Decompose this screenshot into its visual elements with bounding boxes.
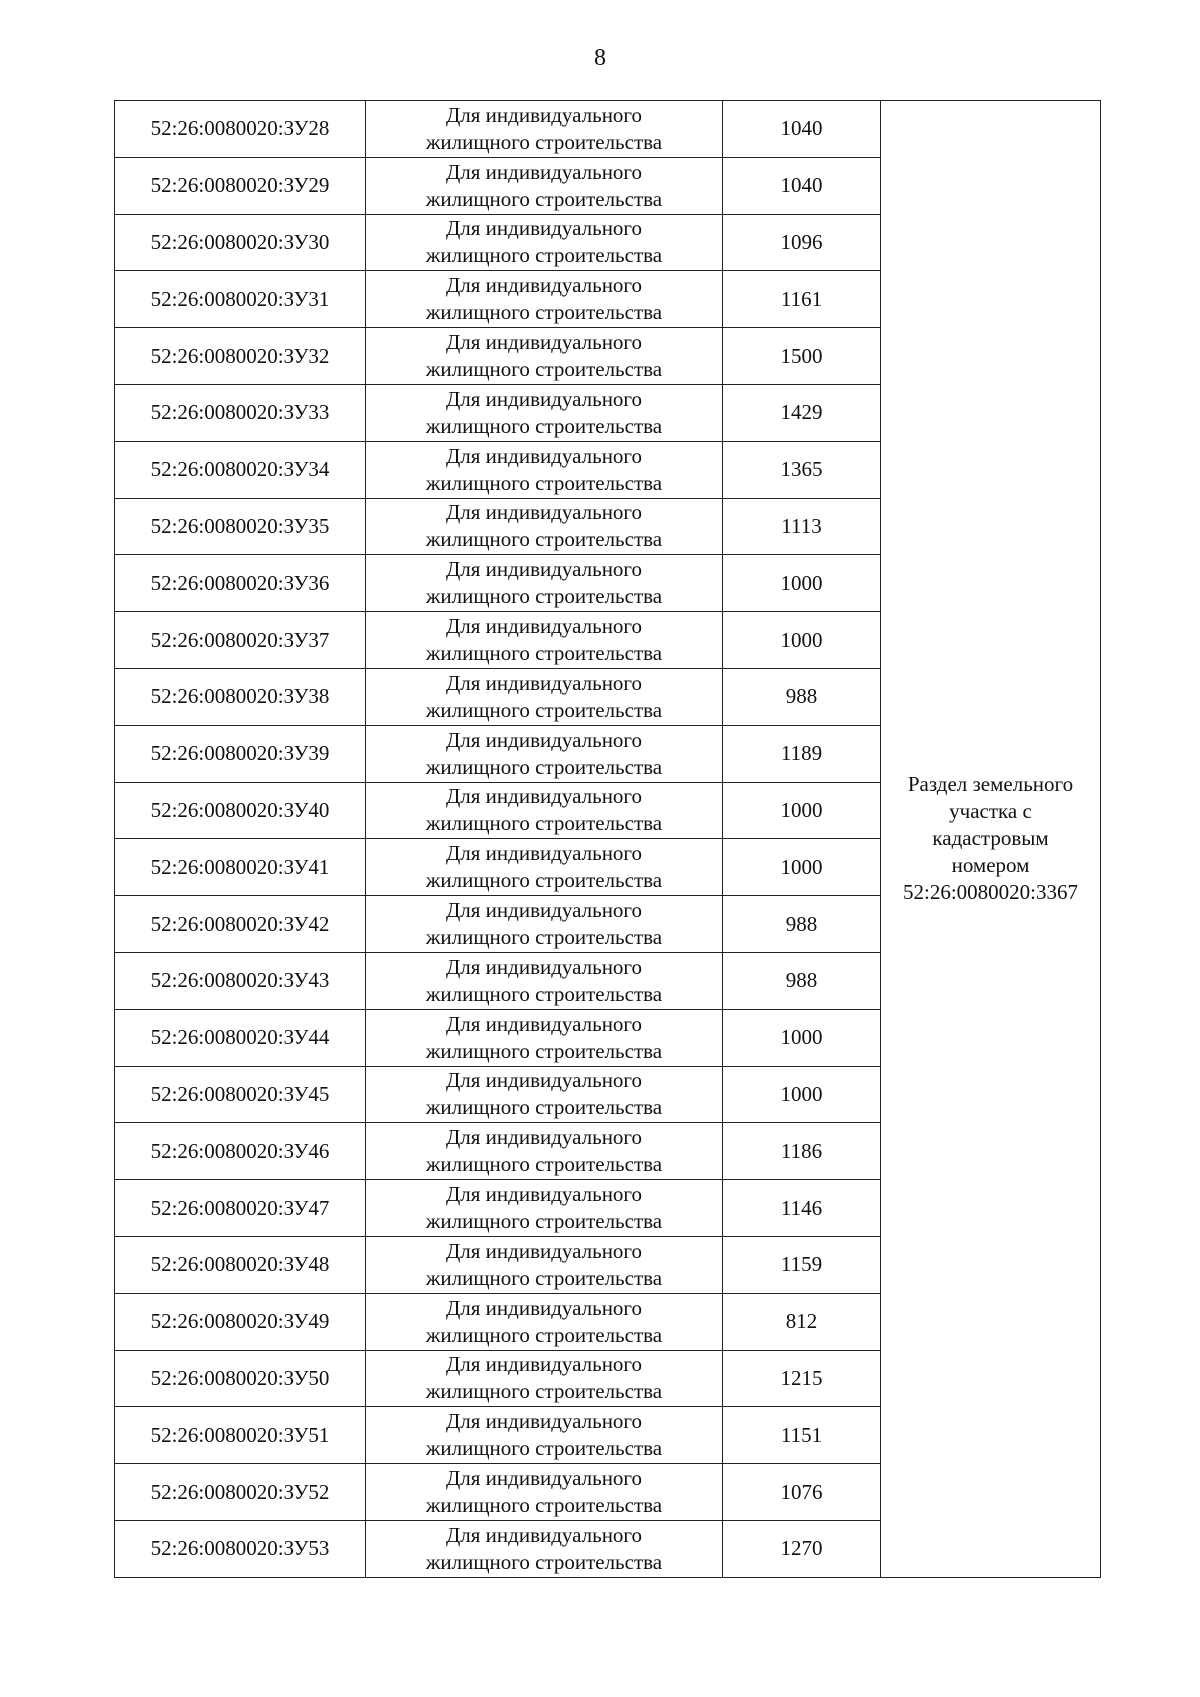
plot-id-cell: 52:26:0080020:ЗУ39 bbox=[115, 725, 366, 782]
permitted-use-line-1: Для индивидуального bbox=[445, 784, 643, 809]
permitted-use-line-2: жилищного строительства bbox=[425, 868, 663, 893]
permitted-use-cell bbox=[366, 1350, 723, 1407]
permitted-use-line-2: жилищного строительства bbox=[425, 641, 663, 666]
area-cell: 1161 bbox=[723, 271, 881, 328]
permitted-use-line-2: жилищного строительства bbox=[425, 357, 663, 382]
plot-id-cell: 52:26:0080020:ЗУ33 bbox=[115, 384, 366, 441]
permitted-use-line-2: жилищного строительства bbox=[425, 1493, 663, 1518]
permitted-use-cell bbox=[366, 1520, 723, 1577]
permitted-use-cell bbox=[366, 1293, 723, 1350]
permitted-use-line-1: Для индивидуального bbox=[445, 1522, 643, 1547]
plot-id-cell: 52:26:0080020:ЗУ49 bbox=[115, 1293, 366, 1350]
permitted-use-cell bbox=[366, 612, 723, 669]
plot-id-cell: 52:26:0080020:ЗУ38 bbox=[115, 668, 366, 725]
permitted-use-line-1: Для индивидуального bbox=[445, 898, 643, 923]
permitted-use-line-1: Для индивидуального bbox=[445, 1295, 643, 1320]
area-cell: 1189 bbox=[723, 725, 881, 782]
permitted-use-line-2: жилищного строительства bbox=[425, 300, 663, 325]
permitted-use-line-2: жилищного строительства bbox=[425, 1265, 663, 1290]
permitted-use-line-1: Для индивидуального bbox=[445, 273, 643, 298]
permitted-use-line-2: жилищного строительства bbox=[425, 129, 663, 154]
plot-id-cell: 52:26:0080020:ЗУ53 bbox=[115, 1520, 366, 1577]
area-cell: 1040 bbox=[723, 157, 881, 214]
area-cell: 1215 bbox=[723, 1350, 881, 1407]
permitted-use-line-1: Для индивидуального bbox=[445, 386, 643, 411]
permitted-use-cell bbox=[366, 328, 723, 385]
page-number: 8 bbox=[594, 45, 606, 71]
permitted-use-line-2: жилищного строительства bbox=[425, 754, 663, 779]
permitted-use-line-1: Для индивидуального bbox=[445, 727, 643, 752]
formation-method-line: кадастровым bbox=[932, 826, 1049, 851]
permitted-use-cell bbox=[366, 952, 723, 1009]
permitted-use-cell bbox=[366, 271, 723, 328]
area-cell: 1159 bbox=[723, 1236, 881, 1293]
plot-id-cell: 52:26:0080020:ЗУ50 bbox=[115, 1350, 366, 1407]
area-cell: 812 bbox=[723, 1293, 881, 1350]
area-cell: 1000 bbox=[723, 612, 881, 669]
permitted-use-line-1: Для индивидуального bbox=[445, 330, 643, 355]
area-cell: 1000 bbox=[723, 782, 881, 839]
permitted-use-cell bbox=[366, 157, 723, 214]
formation-method-line: 52:26:0080020:3367 bbox=[902, 880, 1078, 905]
area-cell: 1186 bbox=[723, 1123, 881, 1180]
permitted-use-line-1: Для индивидуального bbox=[445, 1182, 643, 1207]
permitted-use-line-2: жилищного строительства bbox=[425, 1379, 663, 1404]
permitted-use-line-2: жилищного строительства bbox=[425, 1549, 663, 1574]
permitted-use-line-1: Для индивидуального bbox=[445, 443, 643, 468]
permitted-use-cell bbox=[366, 1236, 723, 1293]
permitted-use-line-2: жилищного строительства bbox=[425, 1152, 663, 1177]
permitted-use-cell bbox=[366, 1066, 723, 1123]
permitted-use-cell bbox=[366, 555, 723, 612]
permitted-use-cell bbox=[366, 1464, 723, 1521]
permitted-use-cell bbox=[366, 441, 723, 498]
plot-id-cell: 52:26:0080020:ЗУ47 bbox=[115, 1180, 366, 1237]
plot-id-cell: 52:26:0080020:ЗУ51 bbox=[115, 1407, 366, 1464]
area-cell: 1000 bbox=[723, 1009, 881, 1066]
permitted-use-line-2: жилищного строительства bbox=[425, 584, 663, 609]
area-cell: 1270 bbox=[723, 1520, 881, 1577]
area-cell: 1146 bbox=[723, 1180, 881, 1237]
permitted-use-cell bbox=[366, 1407, 723, 1464]
permitted-use-cell bbox=[366, 498, 723, 555]
permitted-use-cell bbox=[366, 384, 723, 441]
formation-method-cell bbox=[881, 101, 1101, 1578]
land-plot-table bbox=[114, 100, 1101, 1578]
area-cell: 1113 bbox=[723, 498, 881, 555]
permitted-use-line-1: Для индивидуального bbox=[445, 1125, 643, 1150]
table-body bbox=[115, 101, 1101, 1578]
permitted-use-line-1: Для индивидуального bbox=[445, 841, 643, 866]
area-cell: 988 bbox=[723, 896, 881, 953]
plot-id-cell: 52:26:0080020:ЗУ43 bbox=[115, 952, 366, 1009]
permitted-use-cell bbox=[366, 782, 723, 839]
plot-id-cell: 52:26:0080020:ЗУ44 bbox=[115, 1009, 366, 1066]
permitted-use-line-1: Для индивидуального bbox=[445, 1068, 643, 1093]
plot-id-cell: 52:26:0080020:ЗУ52 bbox=[115, 1464, 366, 1521]
permitted-use-line-2: жилищного строительства bbox=[425, 1209, 663, 1234]
table-row bbox=[115, 101, 1101, 158]
permitted-use-cell bbox=[366, 896, 723, 953]
permitted-use-cell bbox=[366, 839, 723, 896]
formation-method-line: Раздел земельного bbox=[907, 772, 1074, 797]
area-cell: 1000 bbox=[723, 1066, 881, 1123]
permitted-use-cell bbox=[366, 725, 723, 782]
permitted-use-line-1: Для индивидуального bbox=[445, 1238, 643, 1263]
plot-id-cell: 52:26:0080020:ЗУ32 bbox=[115, 328, 366, 385]
permitted-use-line-1: Для индивидуального bbox=[445, 102, 643, 127]
permitted-use-line-1: Для индивидуального bbox=[445, 1466, 643, 1491]
permitted-use-line-2: жилищного строительства bbox=[425, 925, 663, 950]
permitted-use-line-2: жилищного строительства bbox=[425, 697, 663, 722]
permitted-use-line-1: Для индивидуального bbox=[445, 954, 643, 979]
permitted-use-line-1: Для индивидуального bbox=[445, 1011, 643, 1036]
formation-method-line: номером bbox=[951, 853, 1030, 878]
permitted-use-line-2: жилищного строительства bbox=[425, 811, 663, 836]
plot-id-cell: 52:26:0080020:ЗУ45 bbox=[115, 1066, 366, 1123]
permitted-use-line-2: жилищного строительства bbox=[425, 527, 663, 552]
permitted-use-line-1: Для индивидуального bbox=[445, 1409, 643, 1434]
plot-id-cell: 52:26:0080020:ЗУ28 bbox=[115, 101, 366, 158]
area-cell: 988 bbox=[723, 668, 881, 725]
permitted-use-cell bbox=[366, 1123, 723, 1180]
permitted-use-line-2: жилищного строительства bbox=[425, 413, 663, 438]
permitted-use-line-1: Для индивидуального bbox=[445, 500, 643, 525]
permitted-use-line-1: Для индивидуального bbox=[445, 670, 643, 695]
area-cell: 1000 bbox=[723, 839, 881, 896]
plot-id-cell: 52:26:0080020:ЗУ35 bbox=[115, 498, 366, 555]
permitted-use-line-1: Для индивидуального bbox=[445, 1352, 643, 1377]
plot-id-cell: 52:26:0080020:ЗУ31 bbox=[115, 271, 366, 328]
permitted-use-line-1: Для индивидуального bbox=[445, 614, 643, 639]
area-cell: 1365 bbox=[723, 441, 881, 498]
permitted-use-cell bbox=[366, 101, 723, 158]
area-cell: 1500 bbox=[723, 328, 881, 385]
permitted-use-line-1: Для индивидуального bbox=[445, 159, 643, 184]
permitted-use-cell bbox=[366, 214, 723, 271]
plot-id-cell: 52:26:0080020:ЗУ46 bbox=[115, 1123, 366, 1180]
permitted-use-line-2: жилищного строительства bbox=[425, 981, 663, 1006]
permitted-use-line-2: жилищного строительства bbox=[425, 1038, 663, 1063]
permitted-use-line-2: жилищного строительства bbox=[425, 1322, 663, 1347]
permitted-use-cell bbox=[366, 668, 723, 725]
plot-id-cell: 52:26:0080020:ЗУ41 bbox=[115, 839, 366, 896]
permitted-use-line-2: жилищного строительства bbox=[425, 186, 663, 211]
area-cell: 988 bbox=[723, 952, 881, 1009]
plot-id-cell: 52:26:0080020:ЗУ30 bbox=[115, 214, 366, 271]
permitted-use-line-2: жилищного строительства bbox=[425, 1095, 663, 1120]
permitted-use-cell bbox=[366, 1009, 723, 1066]
plot-id-cell: 52:26:0080020:ЗУ29 bbox=[115, 157, 366, 214]
permitted-use-cell bbox=[366, 1180, 723, 1237]
area-cell: 1096 bbox=[723, 214, 881, 271]
formation-method-line: участка с bbox=[949, 799, 1032, 824]
plot-id-cell: 52:26:0080020:ЗУ42 bbox=[115, 896, 366, 953]
permitted-use-line-2: жилищного строительства bbox=[425, 470, 663, 495]
area-cell: 1151 bbox=[723, 1407, 881, 1464]
area-cell: 1000 bbox=[723, 555, 881, 612]
plot-id-cell: 52:26:0080020:ЗУ37 bbox=[115, 612, 366, 669]
area-cell: 1040 bbox=[723, 101, 881, 158]
permitted-use-line-1: Для индивидуального bbox=[445, 557, 643, 582]
permitted-use-line-1: Для индивидуального bbox=[445, 216, 643, 241]
plot-id-cell: 52:26:0080020:ЗУ36 bbox=[115, 555, 366, 612]
permitted-use-line-2: жилищного строительства bbox=[425, 1436, 663, 1461]
plot-id-cell: 52:26:0080020:ЗУ48 bbox=[115, 1236, 366, 1293]
area-cell: 1076 bbox=[723, 1464, 881, 1521]
plot-id-cell: 52:26:0080020:ЗУ40 bbox=[115, 782, 366, 839]
area-cell: 1429 bbox=[723, 384, 881, 441]
permitted-use-line-2: жилищного строительства bbox=[425, 243, 663, 268]
plot-id-cell: 52:26:0080020:ЗУ34 bbox=[115, 441, 366, 498]
